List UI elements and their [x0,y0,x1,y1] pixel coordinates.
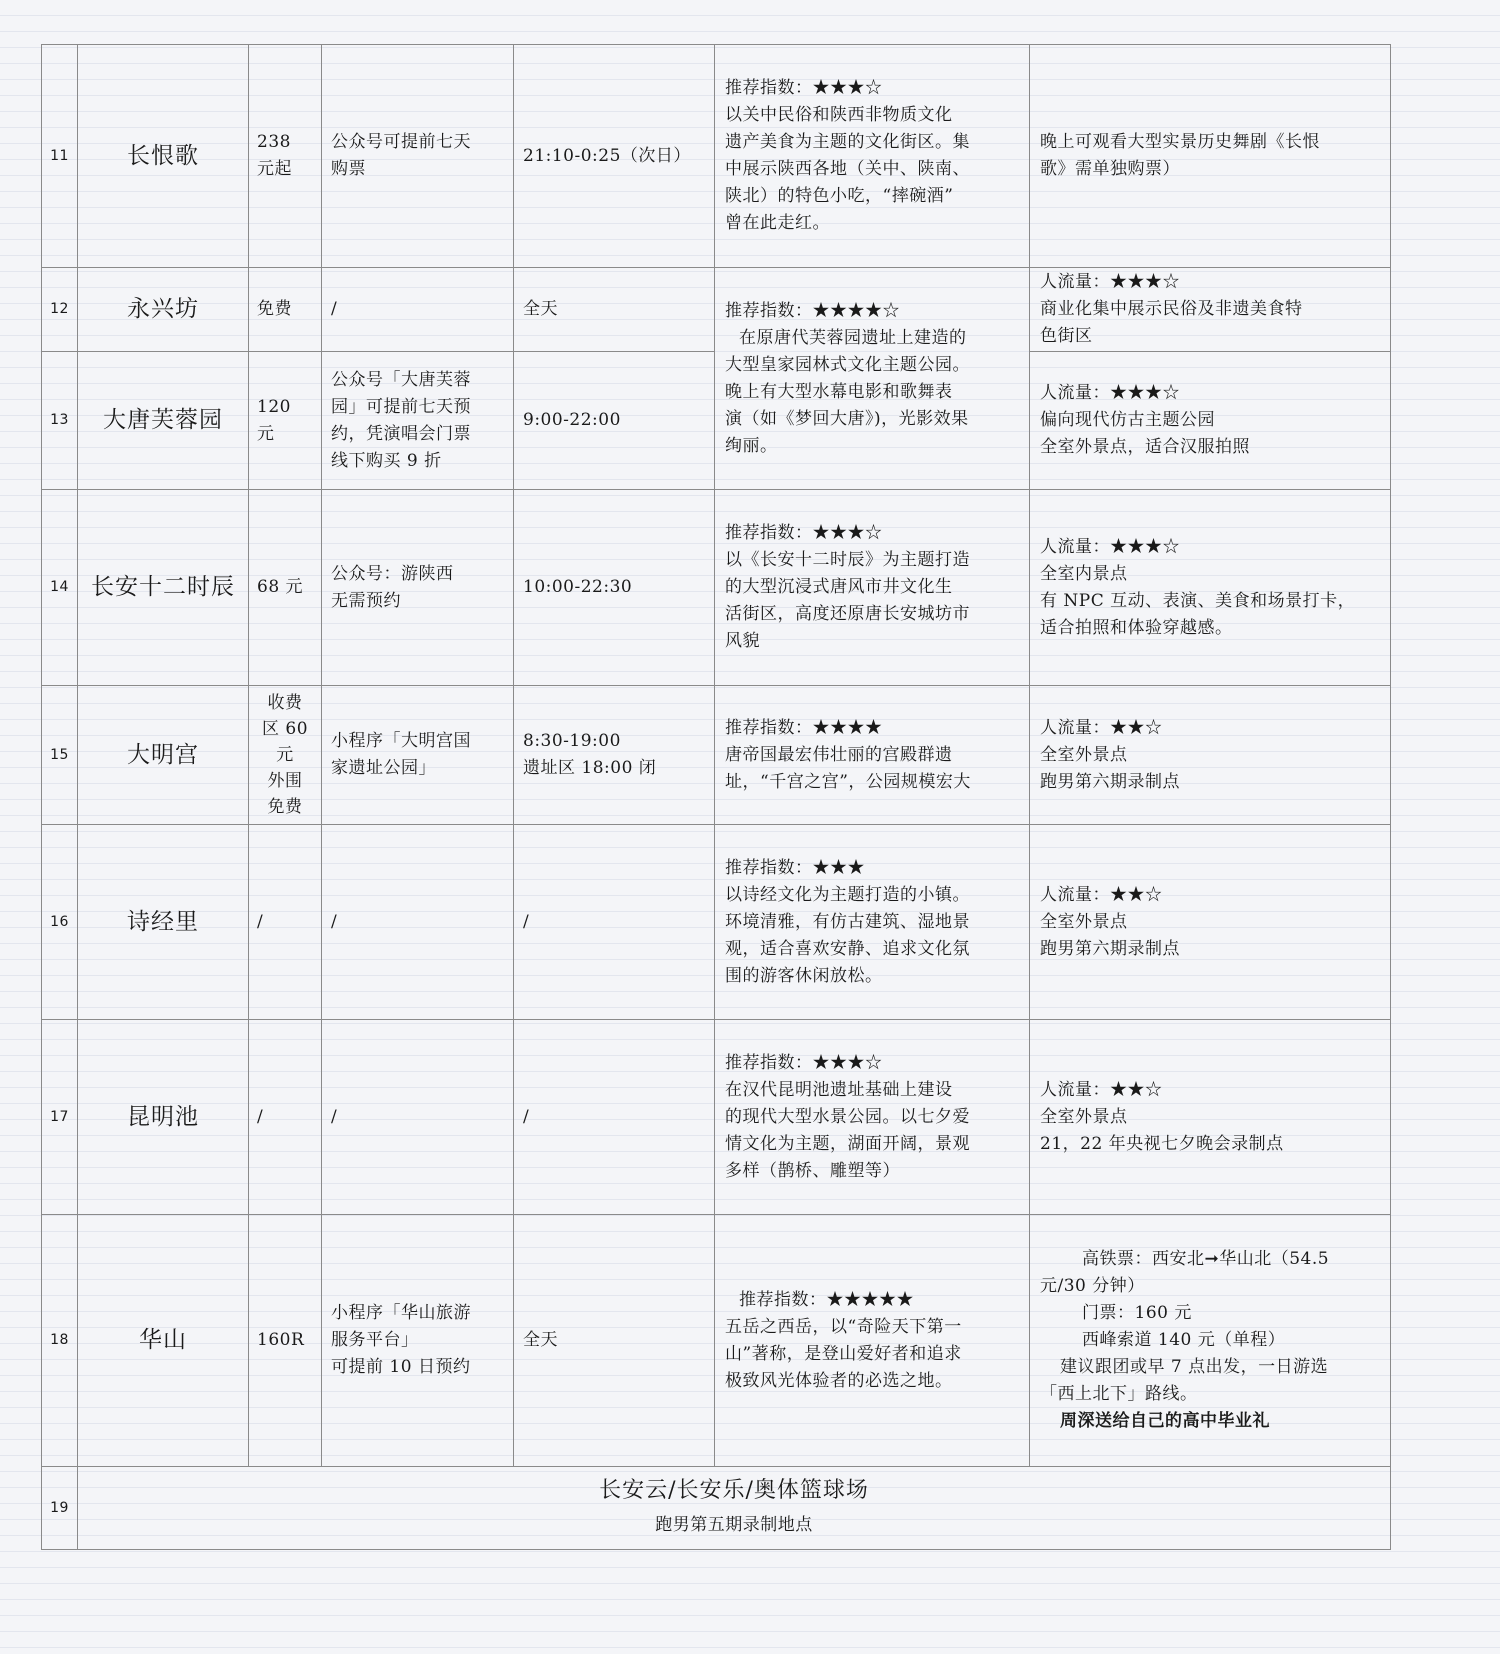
rec-line: 的现代大型水景公园。以七夕爱 [725,1106,970,1127]
row-number: 16 [42,825,78,1020]
hours-line: 9:00-22:00 [523,410,621,430]
rec-line: 大型皇家园林式文化主题公园。 [725,354,970,375]
table-row [42,1020,1391,1215]
merged-row-cell [78,1467,1391,1550]
table-row [42,268,1391,352]
rec-line: 推荐指数：★★★☆ [725,1052,883,1073]
rec-line: 遗产美食为主题的文化街区。集 [725,132,970,152]
notes [1030,352,1391,490]
note-line: 人流量：★★★☆ [1040,536,1180,557]
note-line: 全室外景点，适合汉服拍照 [1040,437,1250,457]
rec-line: 唐帝国最宏伟壮丽的宫殿群遗 [725,744,953,765]
recommendation [715,1020,1030,1215]
note-line: 元/30 分钟） [1040,1276,1145,1296]
rec-line: 活街区，高度还原唐长安城坊市 [725,604,970,624]
note-line: 全室外景点 [1040,1106,1128,1127]
booking-line: 约，凭演唱会门票 [331,423,471,444]
row-number: 14 [42,490,78,686]
booking-info [322,45,514,268]
note-line: 西峰索道 140 元（单程） [1082,1330,1286,1350]
booking-line: 家遗址公园」 [331,758,436,778]
row-number: 13 [42,352,78,490]
booking-line: 可提前 10 日预约 [331,1357,471,1377]
booking-line: 服务平台」 [331,1330,419,1350]
itinerary-table-sheet [41,44,1390,1550]
note-line: 全室外景点 [1040,744,1128,765]
notes [1030,686,1391,825]
hours-line: 全天 [523,1330,558,1350]
booking-info [322,825,514,1020]
hours-line: 10:00-22:30 [523,577,633,597]
hours-line: 8:30-19:00 [523,731,621,751]
rec-line: 极致风光体验者的必选之地。 [725,1370,953,1391]
ticket-price [249,825,322,1020]
note-line: 适合拍照和体验穿越感。 [1040,617,1233,638]
opening-hours [514,1215,715,1467]
attractions-table [41,44,1391,1550]
recommendation [715,825,1030,1020]
booking-info [322,1215,514,1467]
row-number: 11 [42,45,78,268]
rec-line: 在原唐代芙蓉园遗址上建造的 [739,327,967,348]
table-row [42,1215,1391,1467]
rec-line: 以《长安十二时辰》为主题打造 [725,550,970,570]
rec-line: 曾在此走红。 [725,213,830,233]
rec-line: 址，“千宫之宫”，公园规模宏大 [725,771,971,792]
rec-line: 演（如《梦回大唐》)，光影效果 [725,408,969,429]
price-line: 68 元 [257,577,304,597]
opening-hours [514,490,715,686]
booking-info [322,1020,514,1215]
row-number: 12 [42,268,78,352]
note-line: 人流量：★★☆ [1040,884,1163,905]
price-line: 120 [257,396,291,417]
venue-title: 长安云/长安乐/奥体篮球场 [599,1478,869,1503]
notes [1030,1215,1391,1467]
rec-line: 中展示陕西各地（关中、陕南、 [725,159,970,179]
recommendation [715,268,1030,490]
rec-line: 观，适合喜欢安静、追求文化氛 [725,938,970,959]
ticket-price [249,490,322,686]
rec-line: 推荐指数：★★★ [725,857,865,878]
price-line: 收费 [267,693,303,713]
rec-line: 围的游客休闲放松。 [725,965,883,986]
attraction-name: 诗经里 [78,825,249,1020]
booking-line: 园」可提前七天预 [331,396,471,417]
hours-line: 全天 [523,299,558,319]
rec-line: 在汉代昆明池遗址基础上建设 [725,1079,953,1100]
rec-line: 推荐指数：★★★★★ [739,1289,914,1310]
attraction-name: 昆明池 [78,1020,249,1215]
note-line: 全室内景点 [1040,563,1128,584]
price-line: / [257,1106,264,1127]
table-row [42,1467,1391,1550]
booking-info [322,268,514,352]
booking-line: 公众号：游陕西 [331,563,454,584]
hours-line: / [523,1106,530,1127]
notes [1030,1020,1391,1215]
price-line: / [257,911,264,932]
rec-line: 风貌 [725,631,760,651]
attraction-name: 长安十二时辰 [78,490,249,686]
row-number: 15 [42,686,78,825]
price-line: 160R [257,1330,305,1350]
recommendation [715,1215,1030,1467]
rec-line: 绚丽。 [725,435,778,456]
opening-hours [514,352,715,490]
note-line: 跑男第六期录制点 [1040,771,1180,792]
opening-hours [514,268,715,352]
note-line: 人流量：★★☆ [1040,717,1163,738]
note-line: 偏向现代仿古主题公园 [1040,410,1215,430]
rec-line: 多样（鹊桥、雕塑等） [725,1160,900,1181]
ticket-price [249,1020,322,1215]
recommendation [715,490,1030,686]
booking-line: 公众号可提前七天 [331,132,471,152]
booking-line: / [331,299,338,319]
booking-line: 购票 [331,159,366,179]
note-line: 有 NPC 互动、表演、美食和场景打卡， [1040,590,1356,611]
note-line: 门票：160 元 [1082,1303,1192,1323]
row-number: 18 [42,1215,78,1467]
price-line: 免费 [267,797,303,817]
booking-line: 小程序「大明宫国 [331,731,471,751]
ticket-price [249,686,322,825]
ticket-price [249,268,322,352]
note-line: 色街区 [1040,326,1093,346]
booking-line: / [331,911,338,932]
note-line: 全室外景点 [1040,911,1128,932]
note-line: 人流量：★★★☆ [1040,383,1180,403]
notes [1030,825,1391,1020]
note-line: 「西上北下」路线。 [1040,1384,1198,1404]
rec-line: 以诗经文化为主题打造的小镇。 [725,884,970,905]
price-line: 外围 [267,771,303,791]
note-line: 周深送给自己的高中毕业礼 [1060,1411,1270,1431]
attraction-name: 大明宫 [78,686,249,825]
recommendation [715,45,1030,268]
opening-hours [514,825,715,1020]
rec-line: 环境清雅，有仿古建筑、湿地景 [725,911,970,932]
price-line: 元起 [257,159,292,179]
attraction-name: 长恨歌 [78,45,249,268]
attraction-name: 大唐芙蓉园 [78,352,249,490]
booking-line: 线下购买 9 折 [331,450,442,471]
note-line: 高铁票：西安北➞华山北（54.5 [1082,1249,1330,1269]
recommendation [715,686,1030,825]
note-line: 建议跟团或早 7 点出发，一日游选 [1060,1357,1329,1377]
rec-line: 山”著称，是登山爱好者和追求 [725,1343,962,1364]
rec-line: 以关中民俗和陕西非物质文化 [725,105,953,125]
row-number: 19 [42,1467,78,1550]
note-line: 商业化集中展示民俗及非遗美食特 [1040,299,1303,319]
booking-info [322,686,514,825]
ticket-price [249,1215,322,1467]
rec-line: 推荐指数：★★★★ [725,717,883,738]
note-line: 跑男第六期录制点 [1040,938,1180,959]
ticket-price [249,45,322,268]
rec-line: 推荐指数：★★★☆ [725,78,883,98]
attraction-name: 永兴坊 [78,268,249,352]
rec-line: 的大型沉浸式唐风市井文化生 [725,577,953,597]
rec-line: 陕北）的特色小吃，“摔碗酒” [725,186,954,206]
rec-line: 推荐指数：★★★★☆ [725,300,900,321]
table-row [42,45,1391,268]
rec-line: 情文化为主题，湖面开阔，景观 [725,1133,970,1154]
table-row [42,490,1391,686]
hours-line: 21:10-0:25（次日） [523,145,691,166]
row-number: 17 [42,1020,78,1215]
booking-info [322,490,514,686]
venue-note: 跑男第五期录制地点 [655,1515,813,1535]
price-line: 238 [257,132,291,152]
booking-line: / [331,1106,338,1127]
note-line: 人流量：★★☆ [1040,1079,1163,1100]
booking-line: 公众号「大唐芙蓉 [331,369,471,390]
hours-line: / [523,911,530,932]
price-line: 区 60 [261,719,309,739]
note-line: 歌》需单独购票） [1040,159,1180,179]
table-row [42,686,1391,825]
ticket-price [249,352,322,490]
price-line: 元 [257,423,275,444]
opening-hours [514,1020,715,1215]
booking-info [322,352,514,490]
hours-line: 遗址区 18:00 闭 [523,758,657,778]
note-line: 晚上可观看大型实景历史舞剧《长恨 [1040,132,1320,152]
notes [1030,490,1391,686]
opening-hours [514,686,715,825]
note-line: 人流量：★★★☆ [1040,272,1180,292]
notes [1030,268,1391,352]
rec-line: 晚上有大型水幕电影和歌舞表 [725,381,953,402]
opening-hours [514,45,715,268]
price-line: 免费 [257,299,292,319]
note-line: 21，22 年央视七夕晚会录制点 [1040,1133,1284,1154]
attraction-name: 华山 [78,1215,249,1467]
booking-line: 小程序「华山旅游 [331,1303,471,1323]
rec-line: 推荐指数：★★★☆ [725,523,883,543]
booking-line: 无需预约 [331,590,401,611]
rec-line: 五岳之西岳，以“奇险天下第一 [725,1316,962,1337]
price-line: 元 [276,745,294,765]
notes [1030,45,1391,268]
table-row [42,825,1391,1020]
